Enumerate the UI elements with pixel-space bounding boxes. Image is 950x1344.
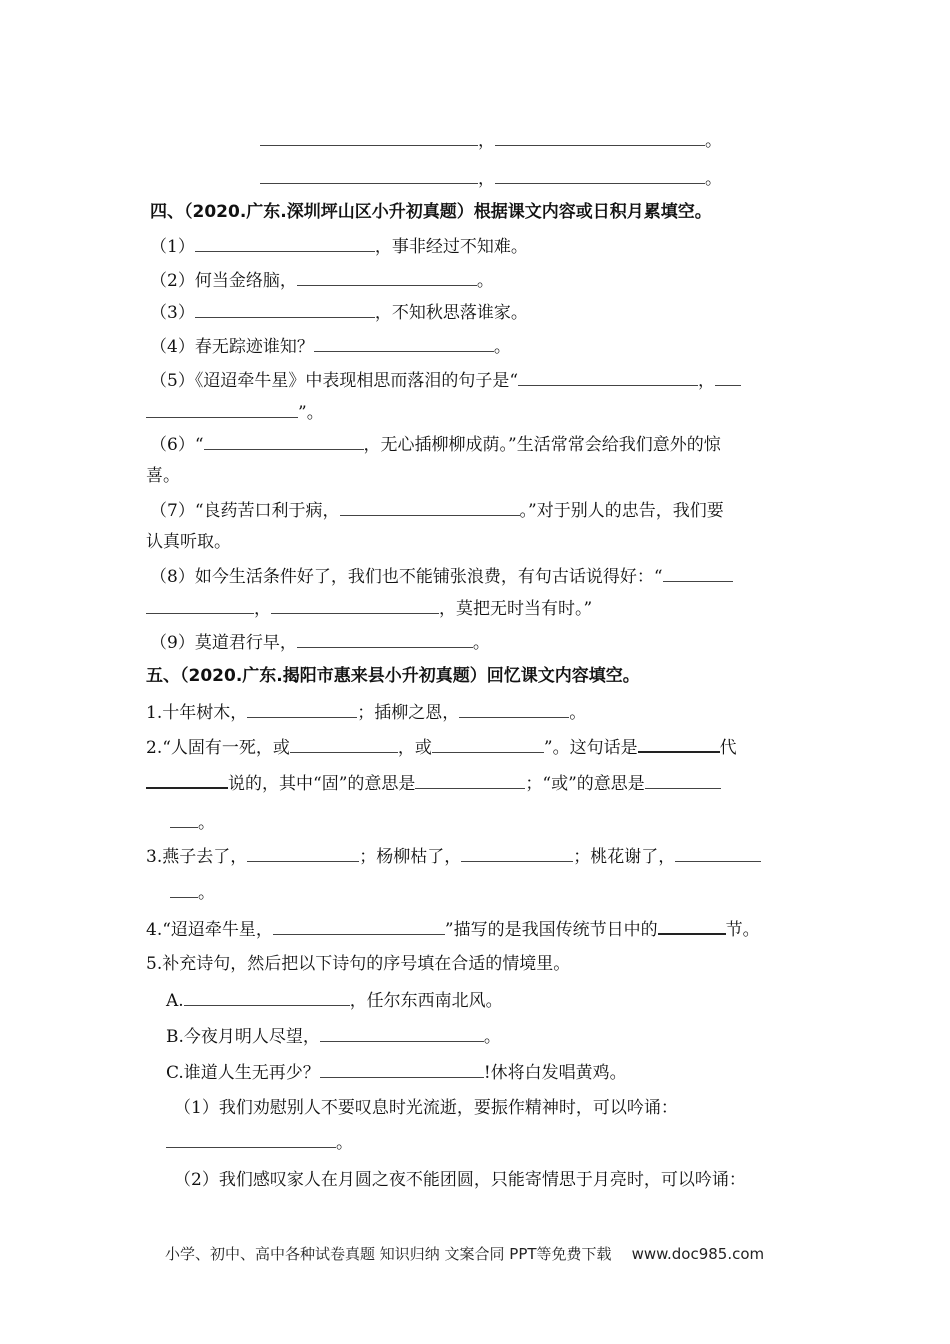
blank[interactable] <box>290 735 398 753</box>
blank[interactable] <box>320 1024 484 1042</box>
s5-item3-cont <box>170 880 215 905</box>
s5-scenario-1: （1）我们劝慰别人不要叹息时光流逝，要振作精神时，可以吟诵： <box>174 1098 678 1118</box>
period: 。 <box>705 169 722 189</box>
blank[interactable] <box>260 166 478 184</box>
blank[interactable] <box>297 268 477 286</box>
blank[interactable] <box>170 880 198 898</box>
blank[interactable] <box>170 810 198 828</box>
section5-heading: 五、（2020.广东.揭阳市惠来县小升初真题）回忆课文内容填空。 <box>146 666 640 686</box>
comma: ， <box>478 169 495 189</box>
comma: ， <box>478 131 495 151</box>
q-end: 。 <box>476 271 494 291</box>
blank[interactable] <box>340 498 520 516</box>
s5-option-a <box>166 988 503 1013</box>
q-num: （9） <box>150 633 195 653</box>
text: A. <box>166 991 184 1011</box>
text: 2.“人固有一死，或 <box>146 738 290 758</box>
s4-q2 <box>150 268 494 293</box>
q-end: ，莫把无时当有时。” <box>439 599 593 619</box>
blank[interactable] <box>645 771 721 789</box>
blank[interactable] <box>432 735 544 753</box>
blank[interactable] <box>184 988 350 1006</box>
s4-q4 <box>150 334 511 359</box>
s5-scenario-2: （2）我们感叹家人在月圆之夜不能团圆，只能寄情思于月亮时，可以吟诵： <box>174 1170 746 1190</box>
blank[interactable] <box>146 400 298 418</box>
q-text: ，事非经过不知难。 <box>374 237 528 257</box>
s5-option-b <box>166 1024 501 1049</box>
blank[interactable] <box>461 844 573 862</box>
s4-q6-cont: 喜。 <box>146 466 180 486</box>
blank[interactable] <box>247 700 357 718</box>
blank[interactable] <box>260 128 478 146</box>
q-end: 。”对于别人的忠告，我们要 <box>519 501 724 521</box>
s4-q1 <box>150 234 528 259</box>
text: B.今夜月明人尽望， <box>166 1027 320 1047</box>
blank[interactable] <box>271 596 439 614</box>
s5-item2-cont2 <box>170 810 215 835</box>
blank[interactable] <box>415 771 525 789</box>
blank[interactable] <box>715 368 741 386</box>
q-num: （4） <box>150 337 195 357</box>
blank[interactable] <box>146 770 228 789</box>
blank[interactable] <box>459 700 569 718</box>
blank[interactable] <box>658 916 726 935</box>
s4-q7 <box>150 498 724 523</box>
text: 4.“迢迢牵牛星， <box>146 920 273 940</box>
q-end: 。 <box>472 633 490 653</box>
q-mid: ， <box>254 599 271 619</box>
q-end: 。 <box>493 337 511 357</box>
section4-heading: 四、（2020.广东.深圳坪山区小升初真题）根据课文内容或日积月累填空。 <box>150 202 712 222</box>
s5-item2 <box>146 734 737 760</box>
footer-text: 小学、初中、高中各种试卷真题 知识归纳 文案合同 PPT等免费下载 <box>165 1245 612 1263</box>
q-num: （8） <box>150 567 195 587</box>
q-num: （2） <box>150 271 195 291</box>
s5-item4 <box>146 916 760 942</box>
blank[interactable] <box>675 844 761 862</box>
text: 。 <box>198 813 215 833</box>
blank[interactable] <box>195 234 375 252</box>
blank[interactable] <box>495 128 705 146</box>
blank[interactable] <box>663 564 733 582</box>
q-num: （5） <box>150 371 195 391</box>
q-num: （6） <box>150 435 195 455</box>
text: !休将白发唱黄鸡。 <box>483 1063 627 1083</box>
s4-q9 <box>150 630 490 655</box>
q-text: 莫道君行早， <box>194 633 297 653</box>
s5-item3 <box>146 844 761 869</box>
s5-item2-cont <box>146 770 721 796</box>
top-line-1 <box>260 128 722 153</box>
s5-item5: 5.补充诗句，然后把以下诗句的序号填在合适的情境里。 <box>146 954 571 974</box>
text: ，任尔东西南北风。 <box>349 991 503 1011</box>
text: 3.燕子去了， <box>146 847 248 867</box>
q-text: ，不知秋思落谁家。 <box>374 303 528 323</box>
q-text: “良药苦口利于病， <box>194 501 340 521</box>
blank[interactable] <box>495 166 705 184</box>
blank[interactable] <box>195 300 375 318</box>
text: 节。 <box>725 920 760 940</box>
s4-q6 <box>150 432 721 457</box>
q-num: （3） <box>150 303 195 323</box>
blank[interactable] <box>204 432 364 450</box>
q-text: 《迢迢牵牛星》中表现相思而落泪的句子是“ <box>194 371 519 391</box>
text: 代 <box>719 738 737 758</box>
q-text: 如今生活条件好了，我们也不能铺张浪费，有句古话说得好：“ <box>194 567 663 587</box>
q-num: （1） <box>150 237 195 257</box>
text: ，或 <box>397 738 432 758</box>
text: 1.十年树木， <box>146 703 248 723</box>
q-text: 春无踪迹谁知？ <box>194 337 314 357</box>
blank[interactable] <box>247 844 359 862</box>
page-footer <box>165 1243 764 1264</box>
text: C.谁道人生无再少？ <box>166 1063 320 1083</box>
blank[interactable] <box>638 734 720 753</box>
q-end: ”。 <box>298 403 324 423</box>
s4-q8 <box>150 564 733 589</box>
blank[interactable] <box>273 917 445 935</box>
text: 说的，其中“固”的意思是 <box>228 774 416 794</box>
text: 。 <box>483 1027 501 1047</box>
blank[interactable] <box>297 630 473 648</box>
blank[interactable] <box>166 1130 336 1148</box>
q-open: “ <box>194 435 204 455</box>
q-text: ，无心插柳柳成荫。”生活常常会给我们意外的惊 <box>363 435 721 455</box>
text: ；插柳之恩， <box>357 703 460 723</box>
blank[interactable] <box>518 368 698 386</box>
text: ；杨柳枯了， <box>359 847 462 867</box>
top-line-2 <box>260 166 722 191</box>
s4-q5 <box>150 368 741 393</box>
s4-q3 <box>150 300 528 325</box>
text: ；“或”的意思是 <box>525 774 645 794</box>
s4-q8-cont <box>146 596 592 621</box>
text: ”。这句话是 <box>543 738 638 758</box>
q-num: （7） <box>150 501 195 521</box>
q-text: 何当金络脑， <box>194 271 297 291</box>
text: ；桃花谢了， <box>573 847 676 867</box>
blank[interactable] <box>146 596 254 614</box>
text: 。 <box>336 1133 353 1153</box>
s4-q5-cont <box>146 400 324 425</box>
text: 。 <box>569 703 587 723</box>
s5-scenario-1-cont <box>166 1130 353 1155</box>
blank[interactable] <box>314 334 494 352</box>
s4-q7-cont: 认真听取。 <box>146 532 231 552</box>
blank[interactable] <box>320 1060 484 1078</box>
text: ”描写的是我国传统节日中的 <box>444 920 658 940</box>
q-mid: ， <box>698 371 716 391</box>
s5-item1 <box>146 700 586 725</box>
s5-option-c <box>166 1060 627 1085</box>
footer-url[interactable]: www.doc985.com <box>631 1245 765 1263</box>
text: 。 <box>198 883 215 903</box>
period: 。 <box>705 131 722 151</box>
